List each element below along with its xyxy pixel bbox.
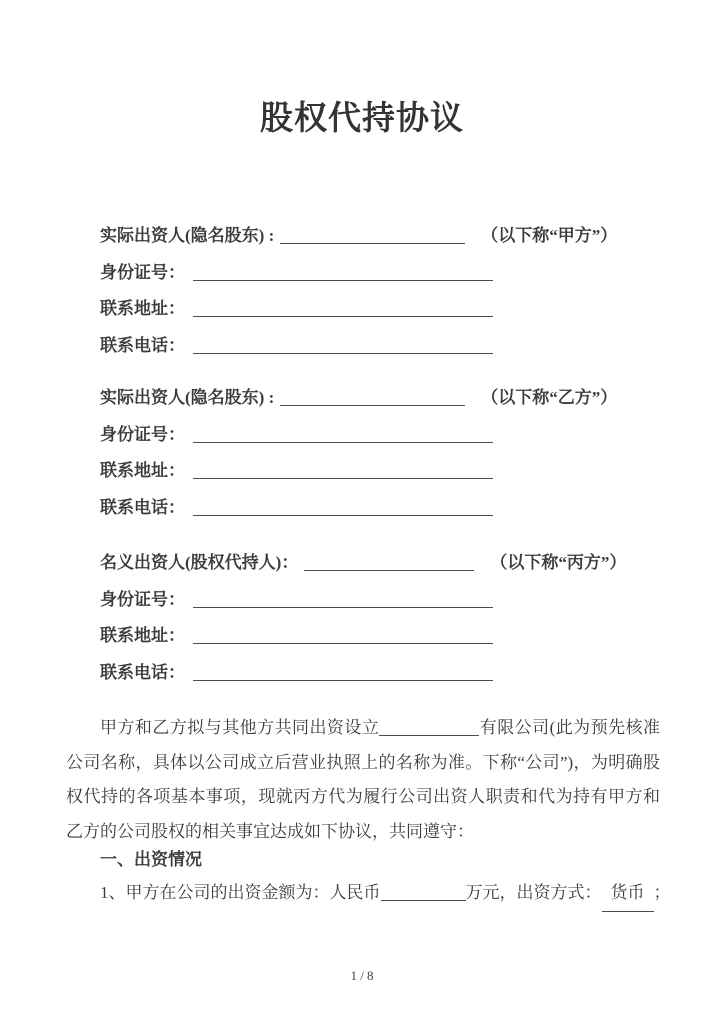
party-b-id-line <box>100 417 684 454</box>
party-alias-label: （以下称“乙方”） <box>481 388 618 407</box>
party-c-phone-line <box>100 655 684 692</box>
contact-phone-blank <box>193 680 493 681</box>
contact-phone-blank <box>193 353 493 354</box>
contact-phone-label: 联系电话： <box>100 335 185 355</box>
party-a-block <box>100 218 684 364</box>
contribution-method-value: 货币 <box>602 876 654 912</box>
party-c-address-line <box>100 618 684 655</box>
clause-1-text-before: 1、甲方在公司的出资金额为：人民币 <box>100 883 381 902</box>
clause-1 <box>100 876 684 912</box>
contact-phone-label: 联系电话： <box>100 662 185 682</box>
party-alias-label: （以下称“甲方”） <box>481 226 618 245</box>
party-a-role-line <box>100 218 684 255</box>
party-name-blank <box>280 405 465 406</box>
section-heading-contribution: 一、出资情况 <box>100 850 202 869</box>
preamble-text-after: 有限公司(此为预先核准公司名称，具体以公司成立后营业执照上的名称为准。下称“公司”)，为明确股权代持的各项基本事项，现就丙方代为履行公司出资人职责和代为持有甲方和乙方的公司股权的相关事宜达成如下协议，共同遵守： <box>66 718 660 841</box>
clause-1-tail: ； <box>653 883 671 902</box>
contact-address-label: 联系地址： <box>100 299 185 319</box>
preamble-paragraph <box>66 711 660 849</box>
id-number-blank <box>193 280 493 281</box>
document-title: 股权代持协议 <box>260 101 464 137</box>
contribution-amount-blank <box>381 900 466 901</box>
id-number-label: 身份证号： <box>100 424 185 444</box>
party-name-blank <box>280 243 465 244</box>
preamble-text-before: 甲方和乙方拟与其他方共同出资设立 <box>100 718 380 737</box>
party-b-address-line <box>100 453 684 490</box>
party-b-block <box>100 380 684 526</box>
contact-phone-label: 联系电话： <box>100 497 185 517</box>
party-role-label: 名义出资人(股权代持人)： <box>100 553 299 572</box>
party-c-id-line <box>100 582 684 619</box>
clause-1-text-after: 万元，出资方式： <box>465 883 602 902</box>
party-b-role-line <box>100 380 684 417</box>
page-number: 1 / 8 <box>350 968 374 983</box>
party-name-blank <box>304 570 474 571</box>
company-name-blank <box>379 735 479 736</box>
contact-address-label: 联系地址： <box>100 626 185 646</box>
party-a-id-line <box>100 255 684 292</box>
id-number-label: 身份证号： <box>100 262 185 282</box>
party-c-role-line <box>100 545 684 582</box>
contact-address-label: 联系地址： <box>100 461 185 481</box>
contact-address-blank <box>193 643 493 644</box>
contact-phone-blank <box>193 515 493 516</box>
contact-address-blank <box>193 478 493 479</box>
id-number-blank <box>193 607 493 608</box>
party-b-phone-line <box>100 490 684 527</box>
party-a-phone-line <box>100 328 684 365</box>
contact-address-blank <box>193 316 493 317</box>
party-alias-label: （以下称“丙方”） <box>490 553 627 572</box>
party-role-label: 实际出资人(隐名股东) : <box>100 388 275 407</box>
party-a-address-line <box>100 291 684 328</box>
id-number-label: 身份证号： <box>100 589 185 609</box>
id-number-blank <box>193 442 493 443</box>
party-c-block <box>100 545 684 691</box>
party-role-label: 实际出资人(隐名股东) : <box>100 226 275 245</box>
